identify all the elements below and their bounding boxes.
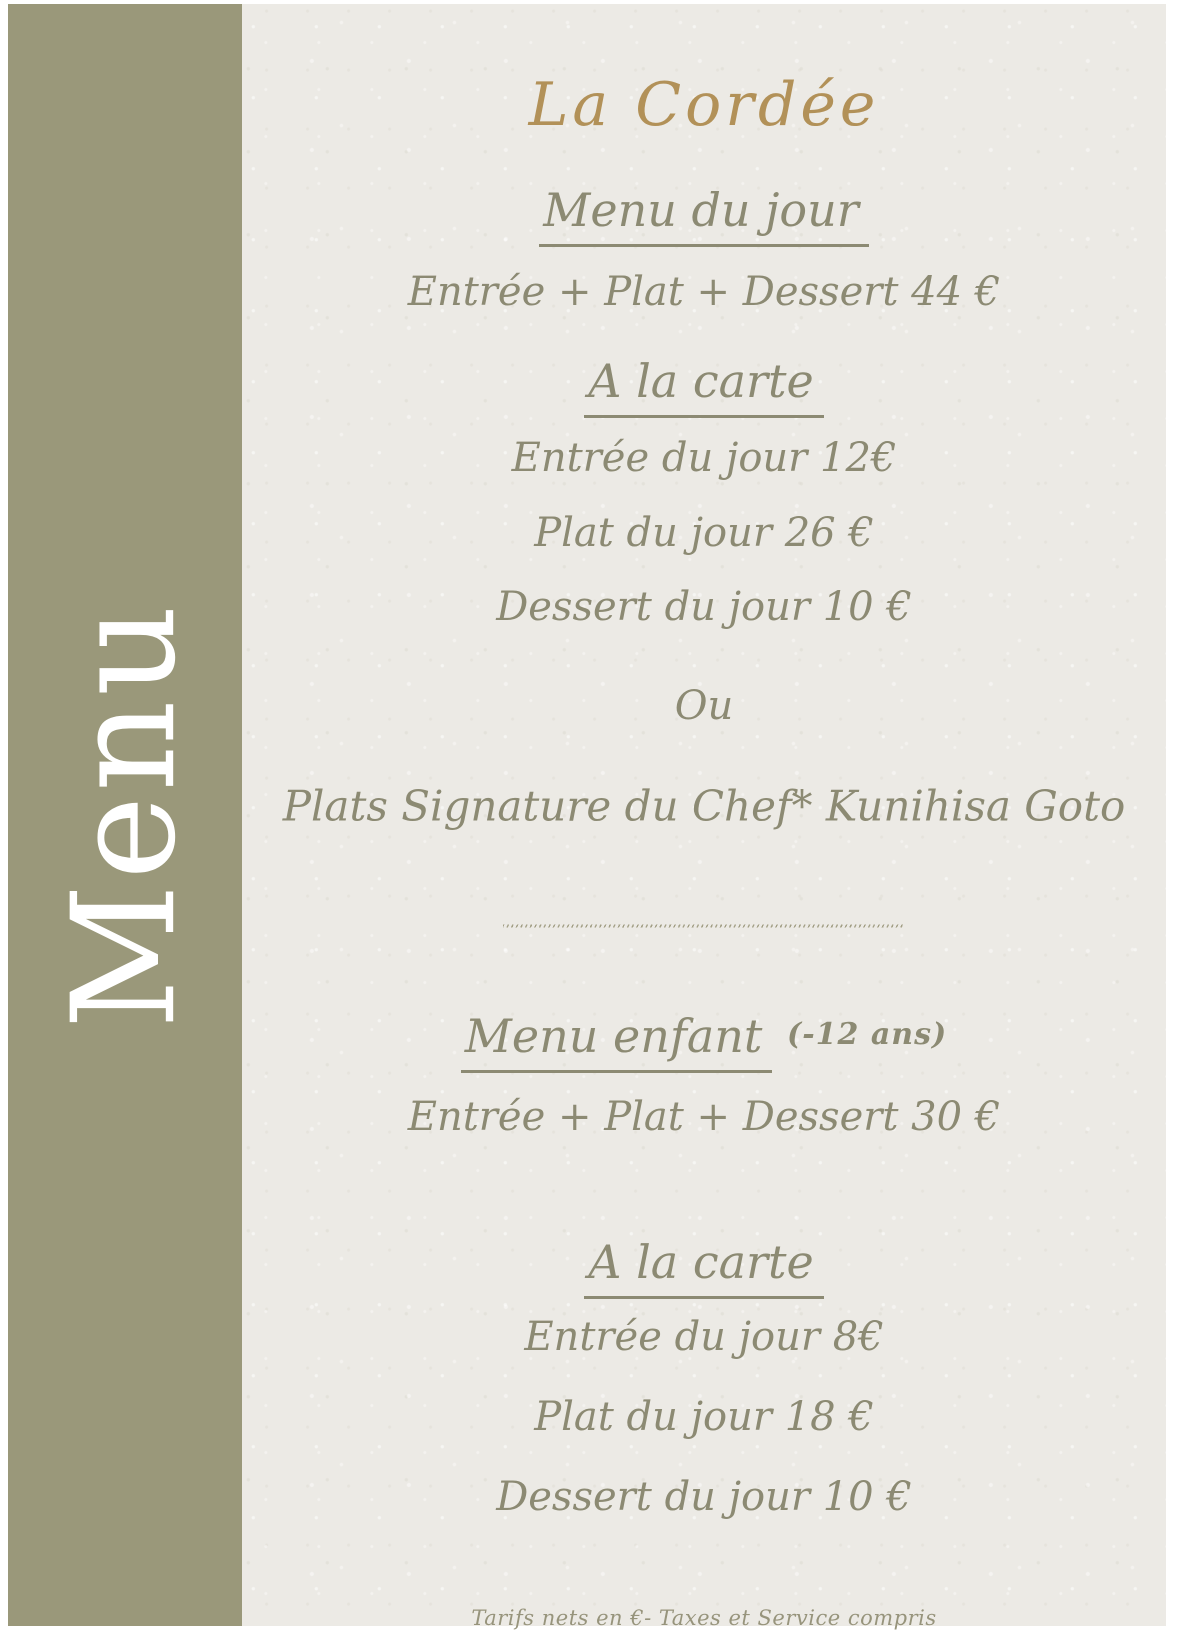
sidebar-vertical-label: Menu <box>42 600 207 1030</box>
adult-dessert-item: Dessert du jour 10 € <box>496 584 912 630</box>
adult-entree-item: Entrée du jour 12€ <box>511 435 897 481</box>
sidebar-band <box>8 4 242 1626</box>
or-label: Ou <box>674 683 734 729</box>
restaurant-name: La Cordée <box>528 70 880 140</box>
a-la-carte-title-child: A la carte <box>584 1235 824 1299</box>
menu-du-jour-title: Menu du jour <box>539 183 868 247</box>
child-dessert-item: Dessert du jour 10 € <box>496 1474 912 1520</box>
menu-enfant-formula: Entrée + Plat + Dessert 30 € <box>407 1094 1001 1140</box>
menu-panel <box>242 4 1166 1630</box>
child-plat-item: Plat du jour 18 € <box>534 1394 874 1440</box>
chef-signature-line: Plats Signature du Chef* Kunihisa Goto <box>282 781 1126 831</box>
menu-du-jour-formula: Entrée + Plat + Dessert 44 € <box>407 269 1001 315</box>
menu-enfant-title: Menu enfant <box>461 1009 773 1073</box>
menu-enfant-age-note: (-12 ans) <box>787 1017 948 1052</box>
child-entree-item: Entrée du jour 8€ <box>524 1314 884 1360</box>
dashed-divider <box>503 925 905 928</box>
footer-pricing-note: Tarifs nets en €- Taxes et Service compris <box>471 1606 937 1630</box>
a-la-carte-title-adult: A la carte <box>584 354 824 418</box>
adult-plat-item: Plat du jour 26 € <box>534 510 874 556</box>
